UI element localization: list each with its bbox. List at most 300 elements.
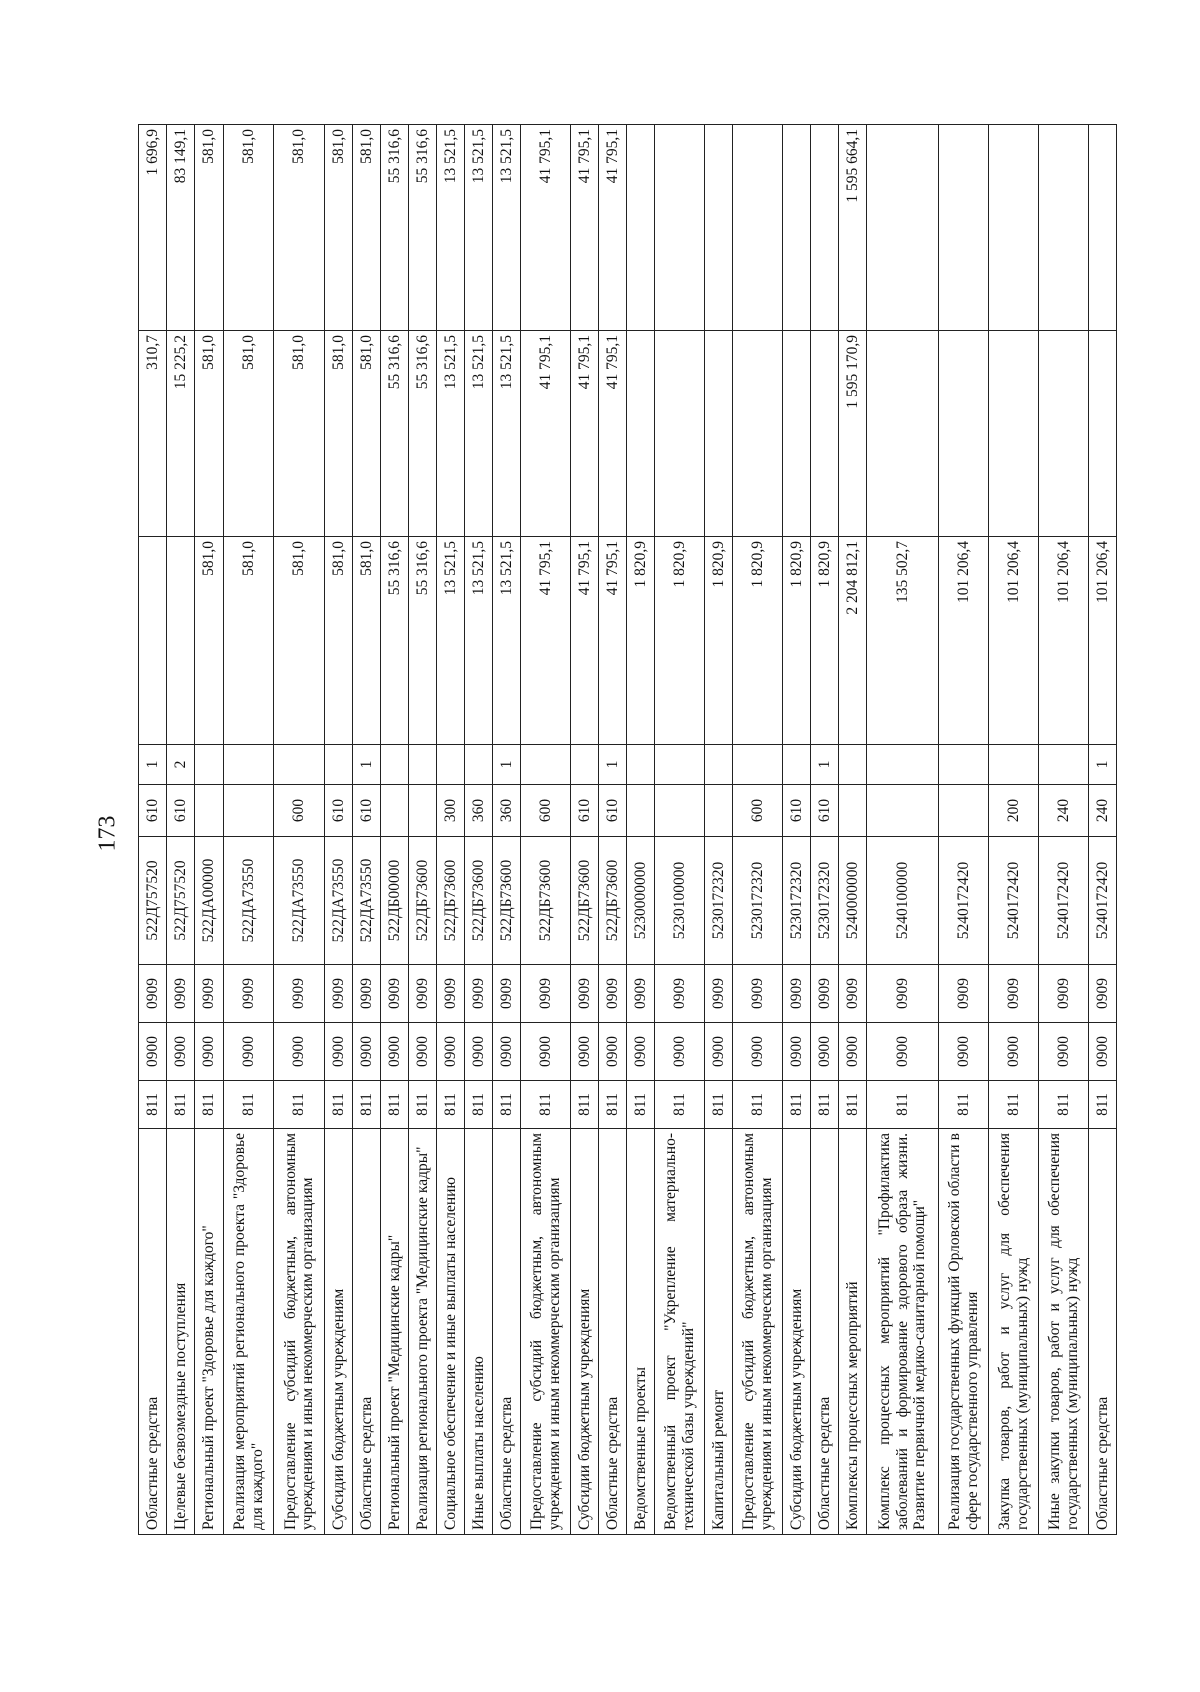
page-number: 173	[94, 815, 121, 852]
row-sum-2024: 1 820,9	[627, 537, 655, 745]
row-fund	[867, 745, 939, 785]
row-sum-2025	[1089, 331, 1117, 537]
row-kvsr: 811	[571, 1081, 599, 1129]
row-fund	[521, 745, 571, 785]
row-kvsr: 811	[705, 1081, 733, 1129]
row-vr	[195, 785, 224, 837]
row-sum-2024: 1 820,9	[811, 537, 839, 745]
row-pr: 0909	[655, 965, 705, 1023]
row-pr: 0909	[1039, 965, 1089, 1023]
row-kvsr: 811	[274, 1081, 325, 1129]
row-sum-2024: 101 206,4	[1089, 537, 1117, 745]
row-sum-2024: 101 206,4	[939, 537, 989, 745]
row-csr: 522ДА73550	[325, 837, 353, 965]
rotated-table-wrapper	[138, 125, 1111, 1535]
row-pr: 0909	[783, 965, 811, 1023]
row-name: Областные средства	[353, 1129, 381, 1535]
row-csr: 5240172420	[939, 837, 989, 965]
row-sum-2024: 581,0	[224, 537, 274, 745]
row-fund: 2	[167, 745, 195, 785]
row-fund: 1	[493, 745, 521, 785]
row-name: Областные средства	[1089, 1129, 1117, 1535]
row-sum-2024: 101 206,4	[989, 537, 1039, 745]
row-fund	[705, 745, 733, 785]
row-csr: 5230172320	[733, 837, 783, 965]
row-sum-2024	[139, 537, 167, 745]
row-rz: 0900	[705, 1023, 733, 1081]
row-rz: 0900	[733, 1023, 783, 1081]
row-kvsr: 811	[655, 1081, 705, 1129]
row-sum-2026: 41 795,1	[599, 125, 627, 331]
row-kvsr: 811	[867, 1081, 939, 1129]
row-sum-2025: 581,0	[224, 331, 274, 537]
row-pr: 0909	[839, 965, 867, 1023]
row-rz: 0900	[989, 1023, 1039, 1081]
row-rz: 0900	[811, 1023, 839, 1081]
row-sum-2026: 13 521,5	[493, 125, 521, 331]
row-pr: 0909	[167, 965, 195, 1023]
table-row	[437, 125, 465, 1535]
row-fund	[195, 745, 224, 785]
row-sum-2024: 581,0	[195, 537, 224, 745]
row-pr: 0909	[353, 965, 381, 1023]
row-csr: 5230172320	[705, 837, 733, 965]
row-sum-2026: 581,0	[195, 125, 224, 331]
row-fund: 1	[353, 745, 381, 785]
row-vr: 600	[733, 785, 783, 837]
row-sum-2025	[867, 331, 939, 537]
row-sum-2025: 581,0	[195, 331, 224, 537]
table-row	[521, 125, 571, 1535]
row-csr: 5230172320	[811, 837, 839, 965]
row-sum-2026: 1 696,9	[139, 125, 167, 331]
row-vr: 610	[325, 785, 353, 837]
row-vr	[224, 785, 274, 837]
row-pr: 0909	[811, 965, 839, 1023]
row-kvsr: 811	[493, 1081, 521, 1129]
row-kvsr: 811	[521, 1081, 571, 1129]
row-name: Закупка товаров, работ и услуг для обеспечения государственных (муниципальных) нужд	[989, 1129, 1039, 1535]
table-row	[195, 125, 224, 1535]
table-row	[811, 125, 839, 1535]
row-kvsr: 811	[353, 1081, 381, 1129]
row-sum-2025	[939, 331, 989, 537]
row-csr: 522ДБ73600	[571, 837, 599, 965]
table-row	[465, 125, 493, 1535]
row-name: Областные средства	[599, 1129, 627, 1535]
row-sum-2024: 13 521,5	[465, 537, 493, 745]
table-row	[1039, 125, 1089, 1535]
row-csr: 522ДБ73600	[521, 837, 571, 965]
row-rz: 0900	[839, 1023, 867, 1081]
row-rz: 0900	[627, 1023, 655, 1081]
row-sum-2026	[733, 125, 783, 331]
row-fund	[409, 745, 437, 785]
row-rz: 0900	[437, 1023, 465, 1081]
row-sum-2024: 1 820,9	[783, 537, 811, 745]
row-sum-2025: 41 795,1	[599, 331, 627, 537]
row-vr: 300	[437, 785, 465, 837]
row-rz: 0900	[224, 1023, 274, 1081]
table-row	[705, 125, 733, 1535]
table-row	[939, 125, 989, 1535]
row-name: Региональный проект "Здоровье для каждого"	[195, 1129, 224, 1535]
row-kvsr: 811	[465, 1081, 493, 1129]
row-sum-2025	[989, 331, 1039, 537]
row-sum-2026	[811, 125, 839, 331]
row-sum-2026	[939, 125, 989, 331]
row-kvsr: 811	[627, 1081, 655, 1129]
row-vr: 610	[353, 785, 381, 837]
row-sum-2025: 1 595 170,9	[839, 331, 867, 537]
row-fund: 1	[811, 745, 839, 785]
row-vr: 610	[783, 785, 811, 837]
row-sum-2024: 1 820,9	[733, 537, 783, 745]
row-rz: 0900	[521, 1023, 571, 1081]
row-vr	[867, 785, 939, 837]
row-name: Комплексы процессных мероприятий	[839, 1129, 867, 1535]
row-csr: 522ДА73550	[274, 837, 325, 965]
row-sum-2025	[733, 331, 783, 537]
row-rz: 0900	[325, 1023, 353, 1081]
row-rz: 0900	[599, 1023, 627, 1081]
row-vr: 600	[274, 785, 325, 837]
row-vr: 610	[571, 785, 599, 837]
row-rz: 0900	[867, 1023, 939, 1081]
table-row	[571, 125, 599, 1535]
row-fund: 1	[139, 745, 167, 785]
table-row	[867, 125, 939, 1535]
table-row	[733, 125, 783, 1535]
row-name: Социальное обеспечение и иные выплаты населению	[437, 1129, 465, 1535]
table-row	[655, 125, 705, 1535]
table-row	[1089, 125, 1117, 1535]
row-csr: 522ДБ73600	[493, 837, 521, 965]
row-kvsr: 811	[733, 1081, 783, 1129]
row-fund	[733, 745, 783, 785]
table-row	[274, 125, 325, 1535]
row-vr: 610	[811, 785, 839, 837]
row-pr: 0909	[195, 965, 224, 1023]
table-row	[325, 125, 353, 1535]
row-sum-2025: 15 225,2	[167, 331, 195, 537]
row-csr: 522ДА00000	[195, 837, 224, 965]
row-name: Предоставление субсидий бюджетным, автономным учреждениям и иным некоммерческим организациям	[521, 1129, 571, 1535]
row-csr: 5230000000	[627, 837, 655, 965]
row-sum-2024: 101 206,4	[1039, 537, 1089, 745]
row-vr: 240	[1039, 785, 1089, 837]
row-rz: 0900	[167, 1023, 195, 1081]
row-csr: 522ДБ73600	[409, 837, 437, 965]
row-vr	[627, 785, 655, 837]
row-csr: 5240172420	[989, 837, 1039, 965]
row-kvsr: 811	[139, 1081, 167, 1129]
row-sum-2026: 41 795,1	[521, 125, 571, 331]
row-sum-2025: 13 521,5	[465, 331, 493, 537]
row-kvsr: 811	[409, 1081, 437, 1129]
row-name: Предоставление субсидий бюджетным, автономным учреждениям и иным некоммерческим организациям	[733, 1129, 783, 1535]
row-sum-2024: 13 521,5	[493, 537, 521, 745]
row-kvsr: 811	[167, 1081, 195, 1129]
row-sum-2025: 55 316,6	[381, 331, 409, 537]
row-sum-2025	[1039, 331, 1089, 537]
table-body	[139, 125, 1117, 1535]
row-pr: 0909	[989, 965, 1039, 1023]
row-fund	[224, 745, 274, 785]
row-rz: 0900	[409, 1023, 437, 1081]
table-row	[167, 125, 195, 1535]
row-sum-2025	[705, 331, 733, 537]
row-fund	[325, 745, 353, 785]
row-pr: 0909	[521, 965, 571, 1023]
row-rz: 0900	[274, 1023, 325, 1081]
row-name: Целевые безвозмездные поступления	[167, 1129, 195, 1535]
table-row	[783, 125, 811, 1535]
row-fund	[627, 745, 655, 785]
row-vr: 360	[493, 785, 521, 837]
row-vr	[381, 785, 409, 837]
row-sum-2025	[811, 331, 839, 537]
table-row	[599, 125, 627, 1535]
row-kvsr: 811	[437, 1081, 465, 1129]
row-vr	[939, 785, 989, 837]
row-sum-2024: 1 820,9	[655, 537, 705, 745]
budget-table	[138, 124, 1117, 1535]
row-fund: 1	[1089, 745, 1117, 785]
row-csr: 522ДБ73600	[465, 837, 493, 965]
row-fund	[839, 745, 867, 785]
row-kvsr: 811	[989, 1081, 1039, 1129]
row-csr: 5240172420	[1039, 837, 1089, 965]
row-csr: 5240000000	[839, 837, 867, 965]
row-pr: 0909	[409, 965, 437, 1023]
row-vr: 610	[599, 785, 627, 837]
row-vr	[839, 785, 867, 837]
row-sum-2025	[627, 331, 655, 537]
row-rz: 0900	[1089, 1023, 1117, 1081]
row-pr: 0909	[493, 965, 521, 1023]
row-sum-2026: 83 149,1	[167, 125, 195, 331]
row-csr: 5240100000	[867, 837, 939, 965]
row-vr	[705, 785, 733, 837]
row-name: Региональный проект "Медицинские кадры"	[381, 1129, 409, 1535]
row-vr: 600	[521, 785, 571, 837]
row-name: Областные средства	[811, 1129, 839, 1535]
row-sum-2026: 581,0	[353, 125, 381, 331]
row-rz: 0900	[195, 1023, 224, 1081]
row-name: Реализация государственных функций Орловской области в сфере государственного управления	[939, 1129, 989, 1535]
row-fund	[655, 745, 705, 785]
row-name: Областные средства	[139, 1129, 167, 1535]
row-sum-2024: 55 316,6	[409, 537, 437, 745]
row-vr: 360	[465, 785, 493, 837]
row-csr: 5230100000	[655, 837, 705, 965]
row-pr: 0909	[437, 965, 465, 1023]
row-fund	[989, 745, 1039, 785]
row-sum-2025: 581,0	[274, 331, 325, 537]
row-sum-2025: 13 521,5	[437, 331, 465, 537]
row-fund	[381, 745, 409, 785]
row-sum-2025: 581,0	[353, 331, 381, 537]
row-fund: 1	[599, 745, 627, 785]
table-row	[627, 125, 655, 1535]
row-sum-2024: 41 795,1	[599, 537, 627, 745]
row-kvsr: 811	[224, 1081, 274, 1129]
row-vr: 200	[989, 785, 1039, 837]
row-name: Реализация регионального проекта "Медицинские кадры"	[409, 1129, 437, 1535]
row-pr: 0909	[224, 965, 274, 1023]
row-rz: 0900	[939, 1023, 989, 1081]
row-kvsr: 811	[195, 1081, 224, 1129]
row-fund	[939, 745, 989, 785]
row-sum-2026	[989, 125, 1039, 331]
row-sum-2026	[867, 125, 939, 331]
table-row	[381, 125, 409, 1535]
row-pr: 0909	[139, 965, 167, 1023]
row-sum-2026	[1039, 125, 1089, 331]
row-rz: 0900	[655, 1023, 705, 1081]
row-rz: 0900	[571, 1023, 599, 1081]
row-sum-2024: 1 820,9	[705, 537, 733, 745]
table-row	[493, 125, 521, 1535]
row-sum-2024	[167, 537, 195, 745]
row-kvsr: 811	[839, 1081, 867, 1129]
row-sum-2025: 13 521,5	[493, 331, 521, 537]
row-sum-2024: 2 204 812,1	[839, 537, 867, 745]
row-csr: 522Д757520	[167, 837, 195, 965]
table-row	[839, 125, 867, 1535]
row-name: Реализация мероприятий регионального проекта "Здоровье для каждого"	[224, 1129, 274, 1535]
row-vr: 240	[1089, 785, 1117, 837]
row-sum-2024: 581,0	[325, 537, 353, 745]
row-rz: 0900	[353, 1023, 381, 1081]
row-sum-2024: 581,0	[353, 537, 381, 745]
row-kvsr: 811	[325, 1081, 353, 1129]
row-sum-2026	[627, 125, 655, 331]
row-csr: 522ДА73550	[224, 837, 274, 965]
row-rz: 0900	[493, 1023, 521, 1081]
row-sum-2025: 581,0	[325, 331, 353, 537]
row-sum-2024: 41 795,1	[521, 537, 571, 745]
row-rz: 0900	[1039, 1023, 1089, 1081]
row-sum-2026: 581,0	[224, 125, 274, 331]
row-kvsr: 811	[939, 1081, 989, 1129]
row-pr: 0909	[465, 965, 493, 1023]
row-name: Ведомственный проект "Укрепление материально-технической базы учреждений"	[655, 1129, 705, 1535]
row-kvsr: 811	[381, 1081, 409, 1129]
row-fund	[783, 745, 811, 785]
row-kvsr: 811	[811, 1081, 839, 1129]
table-row	[353, 125, 381, 1535]
row-sum-2026: 41 795,1	[571, 125, 599, 331]
row-csr: 5230172320	[783, 837, 811, 965]
row-vr: 610	[139, 785, 167, 837]
row-sum-2025: 310,7	[139, 331, 167, 537]
row-pr: 0909	[1089, 965, 1117, 1023]
row-rz: 0900	[139, 1023, 167, 1081]
row-sum-2025: 41 795,1	[521, 331, 571, 537]
row-pr: 0909	[274, 965, 325, 1023]
row-sum-2026	[783, 125, 811, 331]
row-csr: 5240172420	[1089, 837, 1117, 965]
table-row	[139, 125, 167, 1535]
row-csr: 522ДБ00000	[381, 837, 409, 965]
table-row	[224, 125, 274, 1535]
row-name: Ведомственные проекты	[627, 1129, 655, 1535]
row-sum-2026: 13 521,5	[437, 125, 465, 331]
row-sum-2026: 55 316,6	[409, 125, 437, 331]
row-rz: 0900	[783, 1023, 811, 1081]
row-name: Иные выплаты населению	[465, 1129, 493, 1535]
row-sum-2024: 41 795,1	[571, 537, 599, 745]
row-kvsr: 811	[1039, 1081, 1089, 1129]
row-pr: 0909	[867, 965, 939, 1023]
row-name: Капитальный ремонт	[705, 1129, 733, 1535]
row-fund	[571, 745, 599, 785]
row-sum-2026: 13 521,5	[465, 125, 493, 331]
row-name: Предоставление субсидий бюджетным, автономным учреждениям и иным некоммерческим организациям	[274, 1129, 325, 1535]
row-kvsr: 811	[1089, 1081, 1117, 1129]
row-pr: 0909	[325, 965, 353, 1023]
row-csr: 522ДБ73600	[599, 837, 627, 965]
row-sum-2026: 1 595 664,1	[839, 125, 867, 331]
row-csr: 522ДА73550	[353, 837, 381, 965]
row-pr: 0909	[571, 965, 599, 1023]
row-name: Областные средства	[493, 1129, 521, 1535]
row-sum-2026	[705, 125, 733, 331]
row-sum-2024: 135 502,7	[867, 537, 939, 745]
row-sum-2025: 55 316,6	[409, 331, 437, 537]
row-name: Иные закупки товаров, работ и услуг для обеспечения государственных (муниципальных) нужд	[1039, 1129, 1089, 1535]
row-pr: 0909	[733, 965, 783, 1023]
row-pr: 0909	[939, 965, 989, 1023]
row-rz: 0900	[465, 1023, 493, 1081]
row-name: Субсидии бюджетным учреждениям	[571, 1129, 599, 1535]
row-sum-2025: 41 795,1	[571, 331, 599, 537]
row-fund	[437, 745, 465, 785]
row-vr	[409, 785, 437, 837]
row-pr: 0909	[599, 965, 627, 1023]
row-name: Комплекс процессных мероприятий "Профилактика заболеваний и формирование здорового образа жизни. Развитие первичной медико-санитарной помощи"	[867, 1129, 939, 1535]
row-sum-2024: 13 521,5	[437, 537, 465, 745]
row-sum-2024: 581,0	[274, 537, 325, 745]
row-kvsr: 811	[783, 1081, 811, 1129]
row-sum-2025	[783, 331, 811, 537]
table-row	[409, 125, 437, 1535]
row-fund	[274, 745, 325, 785]
row-csr: 522Д757520	[139, 837, 167, 965]
row-sum-2026: 581,0	[274, 125, 325, 331]
row-sum-2026: 581,0	[325, 125, 353, 331]
row-sum-2026	[655, 125, 705, 331]
row-pr: 0909	[627, 965, 655, 1023]
row-csr: 522ДБ73600	[437, 837, 465, 965]
row-sum-2024: 55 316,6	[381, 537, 409, 745]
row-fund	[465, 745, 493, 785]
row-name: Субсидии бюджетным учреждениям	[325, 1129, 353, 1535]
row-pr: 0909	[381, 965, 409, 1023]
row-vr	[655, 785, 705, 837]
row-sum-2025	[655, 331, 705, 537]
table-row	[989, 125, 1039, 1535]
row-rz: 0900	[381, 1023, 409, 1081]
row-name: Субсидии бюджетным учреждениям	[783, 1129, 811, 1535]
row-sum-2026	[1089, 125, 1117, 331]
row-vr: 610	[167, 785, 195, 837]
row-pr: 0909	[705, 965, 733, 1023]
row-sum-2026: 55 316,6	[381, 125, 409, 331]
row-kvsr: 811	[599, 1081, 627, 1129]
